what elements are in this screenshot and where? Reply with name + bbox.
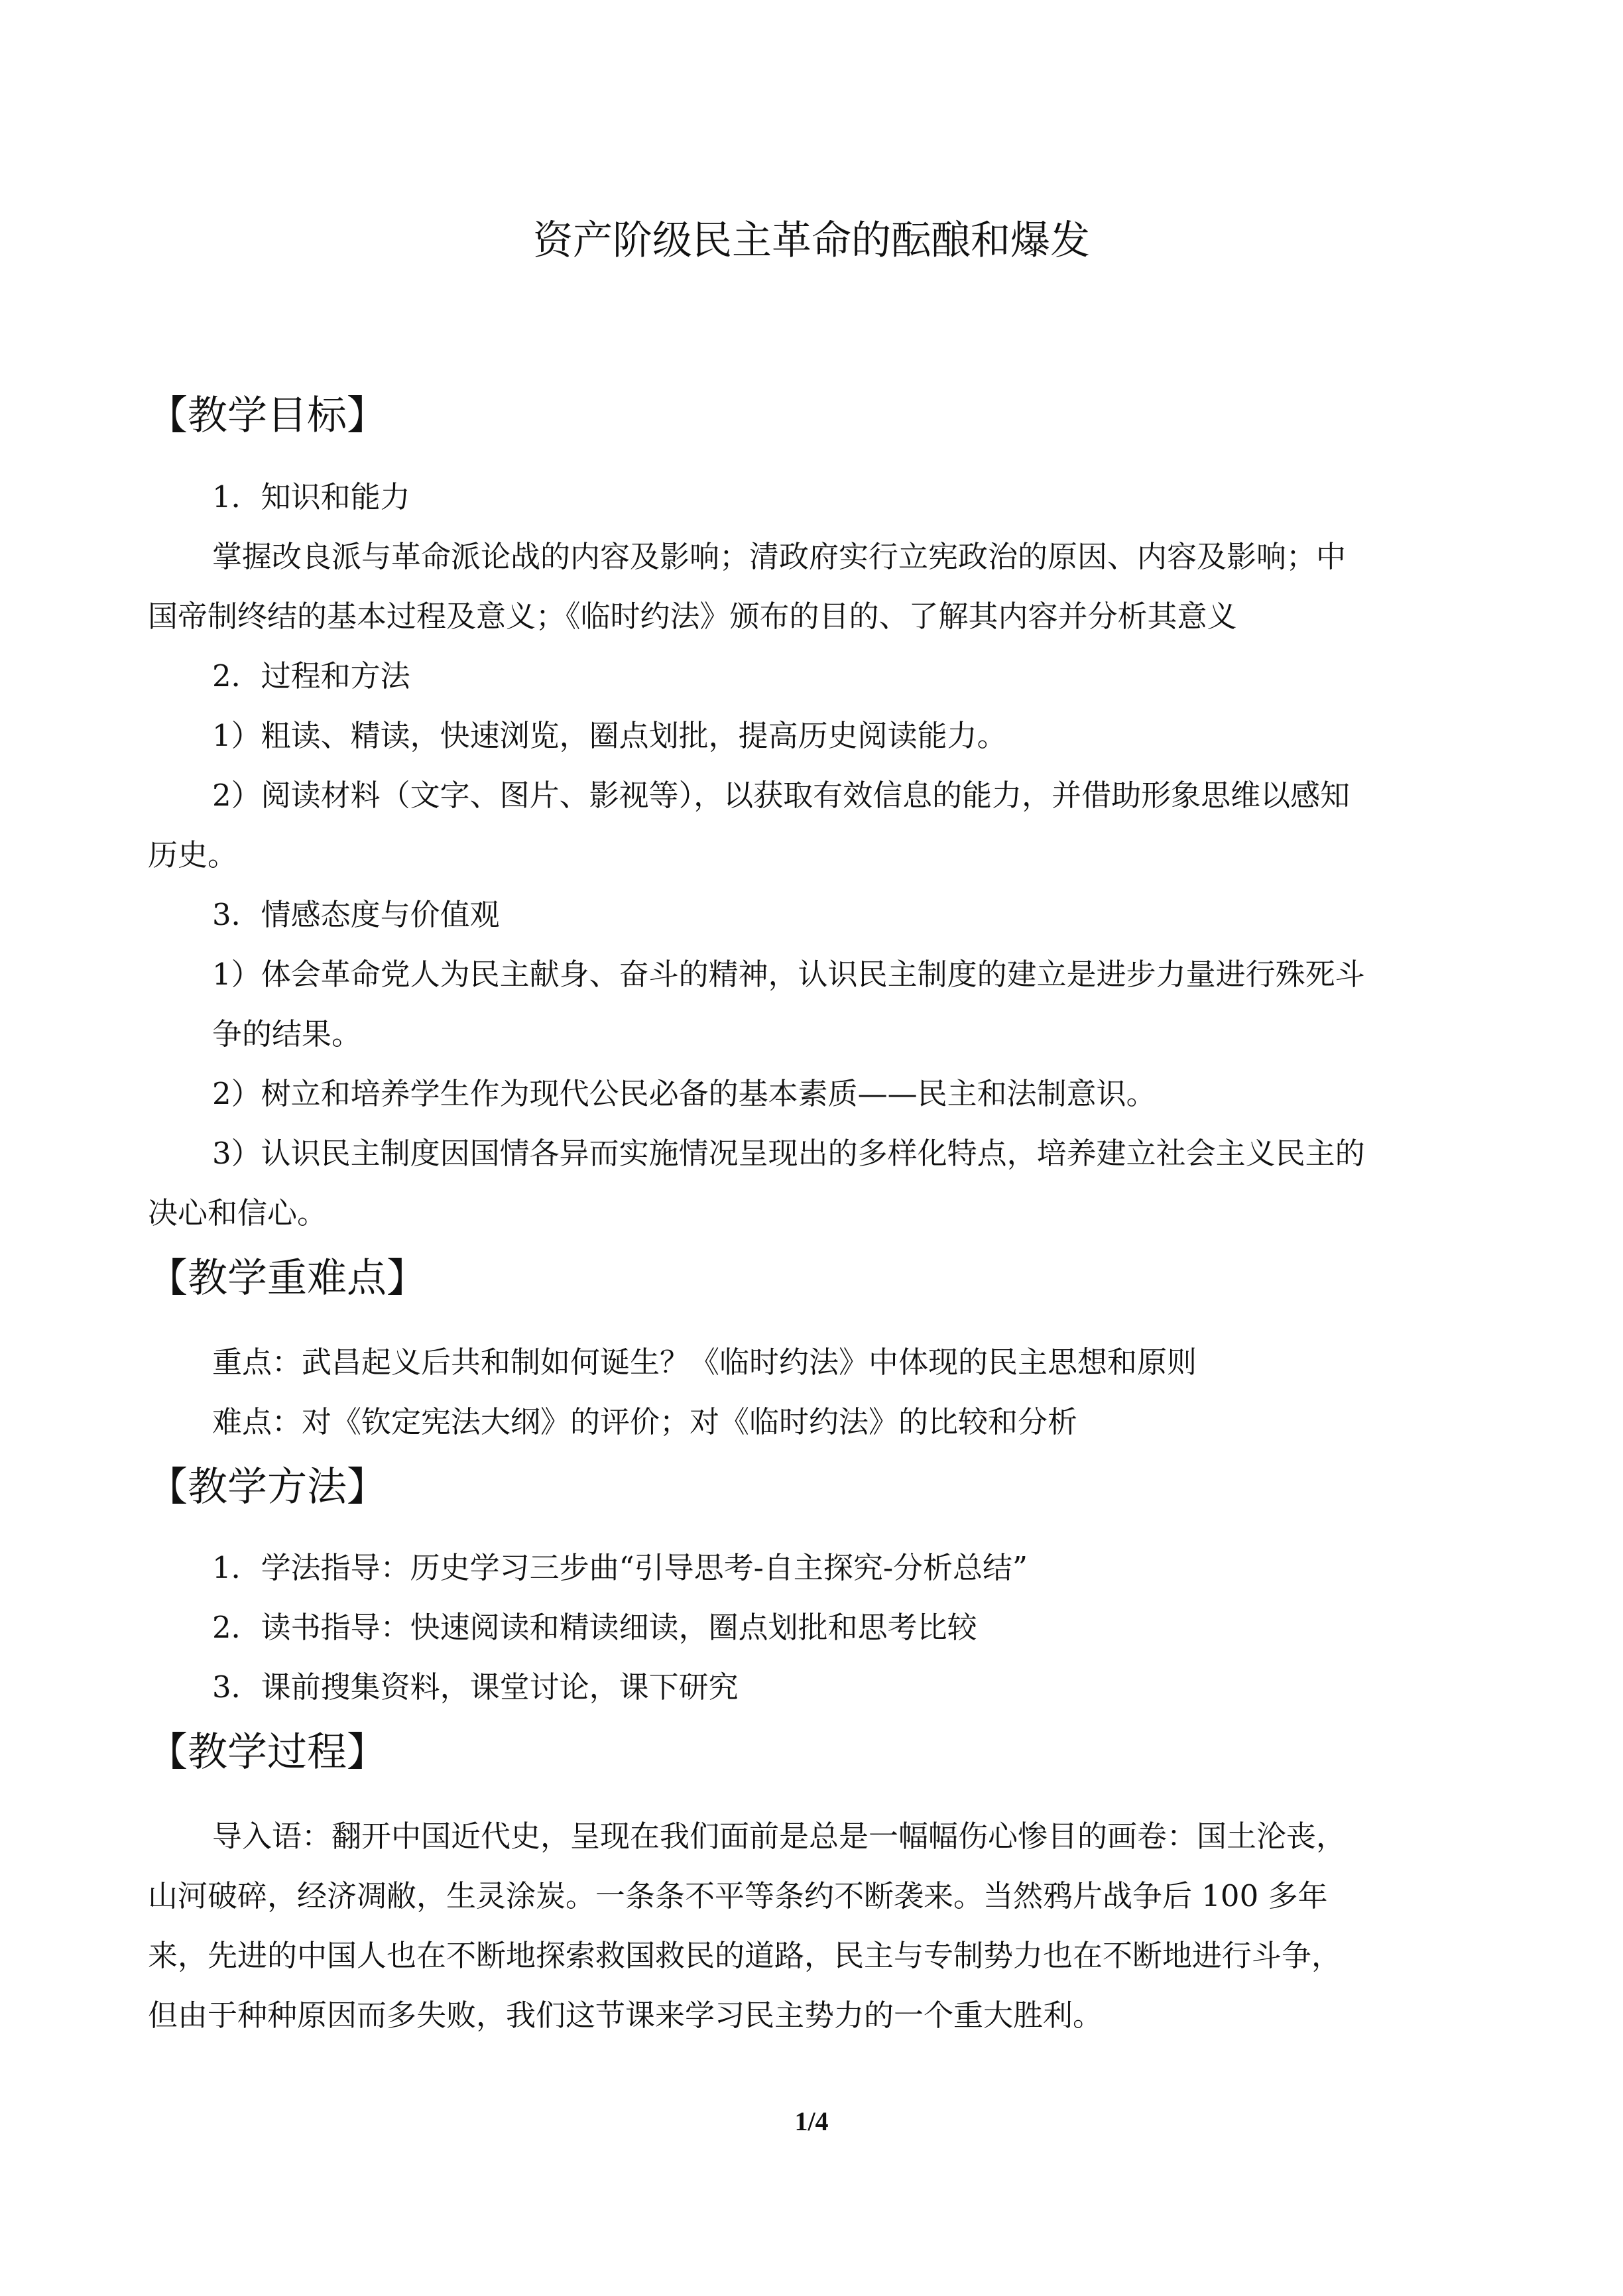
paragraph-line: 1）体会革命党人为民主献身、奋斗的精神，认识民主制度的建立是进步力量进行殊死斗 — [212, 957, 1365, 992]
paragraph-line: 国帝制终结的基本过程及意义；《临时约法》颁布的目的、了解其内容并分析其意义 — [148, 599, 1237, 634]
section-heading-key-points: 【教学重难点】 — [148, 1255, 426, 1301]
paragraph-line: 掌握改良派与革命派论战的内容及影响；清政府实行立宪政治的原因、内容及影响；中 — [212, 539, 1347, 574]
paragraph-line: 2）树立和培养学生作为现代公民必备的基本素质——民主和法制意识。 — [212, 1076, 1156, 1111]
paragraph-line: 2．读书指导：快速阅读和精读细读，圈点划批和思考比较 — [212, 1610, 977, 1645]
paragraph-line: 3）认识民主制度因国情各异而实施情况呈现出的多样化特点，培养建立社会主义民主的 — [212, 1136, 1365, 1171]
paragraph-line: 来，先进的中国人也在不断地探索救国救民的道路，民主与专制势力也在不断地进行斗争， — [148, 1938, 1342, 1973]
paragraph-line: 2）阅读材料（文字、图片、影视等），以获取有效信息的能力，并借助形象思维以感知 — [212, 778, 1351, 813]
paragraph-line: 1）粗读、精读，快速浏览，圈点划批，提高历史阅读能力。 — [212, 718, 1007, 753]
paragraph-line: 2．过程和方法 — [212, 658, 410, 694]
section-heading-methods: 【教学方法】 — [148, 1464, 387, 1510]
paragraph-line: 1．知识和能力 — [212, 479, 410, 514]
paragraph-line: 重点：武昌起义后共和制如何诞生？《临时约法》中体现的民主思想和原则 — [212, 1345, 1197, 1380]
paragraph-line: 导入语：翻开中国近代史，呈现在我们面前是总是一幅幅伤心惨目的画卷：国土沦丧， — [212, 1819, 1347, 1854]
document-title: 资产阶级民主革命的酝酿和爆发 — [533, 217, 1090, 264]
section-heading-process: 【教学过程】 — [148, 1729, 387, 1776]
paragraph-line: 争的结果。 — [212, 1016, 362, 1052]
section-heading-goals: 【教学目标】 — [148, 393, 387, 439]
paragraph-line: 决心和信心。 — [148, 1195, 328, 1231]
paragraph-line: 3．课前搜集资料，课堂讨论，课下研究 — [212, 1669, 739, 1705]
paragraph-line: 但由于种种原因而多失败，我们这节课来学习民主势力的一个重大胜利。 — [148, 1998, 1103, 2033]
paragraph-line: 山河破碎，经济凋敝，生灵涂炭。一条条不平等条约不断袭来。当然鸦片战争后 100 多年 — [148, 1878, 1328, 1913]
paragraph-line: 历史。 — [148, 837, 238, 873]
paragraph-line: 1．学法指导：历史学习三步曲“引导思考-自主探究-分析总结” — [212, 1550, 1028, 1585]
page-number: 1/4 — [794, 2106, 829, 2136]
paragraph-line: 3．情感态度与价值观 — [212, 897, 500, 932]
paragraph-line: 难点：对《钦定宪法大纲》的评价；对《临时约法》的比较和分析 — [212, 1404, 1078, 1439]
